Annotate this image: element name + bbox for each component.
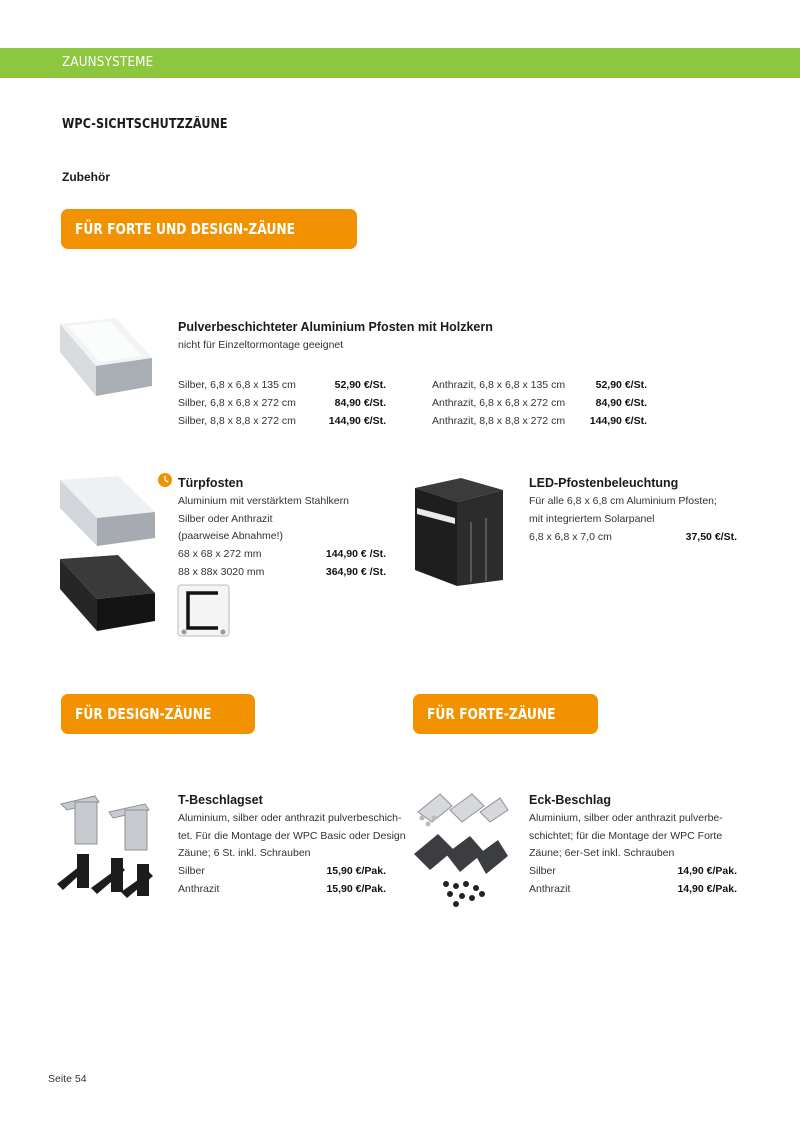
tbeschlag-row: Anthrazit	[178, 883, 220, 895]
tuerpfosten-price: 144,90 € /St.	[325, 548, 386, 560]
tbeschlag-desc: Aluminium, silber oder anthrazit pulverbeschich-	[178, 812, 402, 824]
pfosten-silber-row: Silber, 6,8 x 6,8 x 135 cm	[178, 379, 296, 391]
tuerpfosten-price: 364,90 € /St.	[325, 566, 386, 578]
pfosten-title: Pulverbeschichteter Aluminium Pfosten mit Holzkern	[178, 320, 493, 334]
pfosten-anthrazit-price: 144,90 €/St.	[589, 415, 647, 427]
eckbeschlag-desc: schichtet; für die Montage der WPC Forte	[529, 830, 723, 842]
led-title: LED-Pfostenbeleuchtung	[529, 476, 679, 490]
tuerpfosten-row: 88 x 88x 3020 mm	[178, 566, 265, 578]
page-title: WPC-SICHTSCHUTZZÄUNE	[62, 117, 228, 132]
led-desc: mit integriertem Solarpanel	[529, 513, 655, 525]
pfosten-anthrazit-row: Anthrazit, 8,8 x 8,8 x 272 cm	[432, 415, 566, 427]
tbeschlag-title: T-Beschlagset	[178, 793, 263, 807]
section-label: ZAUNSYSTEME	[62, 55, 154, 70]
tbeschlag-price: 15,90 €/Pak.	[326, 865, 386, 877]
eckbeschlag-desc: Zäune; 6er-Set inkl. Schrauben	[529, 847, 675, 859]
tbeschlag-price: 15,90 €/Pak.	[326, 883, 386, 895]
badge-forte-design: FÜR FORTE UND DESIGN-ZÄUNE	[61, 209, 357, 249]
pfosten-silber-price: 144,90 €/St.	[328, 415, 386, 427]
page-subtitle: Zubehör	[62, 170, 110, 184]
eckbeschlag-price: 14,90 €/Pak.	[677, 883, 737, 895]
tbeschlag-desc: Zäune; 6 St. inkl. Schrauben	[178, 847, 311, 859]
pfosten-silber-price: 52,90 €/St.	[334, 379, 386, 391]
pfosten-anthrazit-price: 52,90 €/St.	[595, 379, 647, 391]
tuerpfosten-title: Türpfosten	[178, 476, 244, 490]
led-row: 6,8 x 6,8 x 7,0 cm	[529, 531, 612, 543]
tuerpfosten-desc: Silber oder Anthrazit	[178, 513, 273, 525]
pfosten-silber-row: Silber, 8,8 x 8,8 x 272 cm	[178, 415, 296, 427]
pfosten-anthrazit-row: Anthrazit, 6,8 x 6,8 x 272 cm	[432, 397, 566, 409]
page-number: Seite 54	[48, 1073, 87, 1085]
tbeschlag-desc: tet. Für die Montage der WPC Basic oder Design	[178, 830, 406, 842]
tbeschlag-row: Silber	[178, 865, 205, 877]
eckbeschlag-price: 14,90 €/Pak.	[677, 865, 737, 877]
pfosten-note: nicht für Einzeltormontage geeignet	[178, 339, 344, 351]
led-price: 37,50 €/St.	[685, 531, 737, 543]
tuerpfosten-anthracite-image	[60, 555, 155, 633]
eckbeschlag-desc: Aluminium, silber oder anthrazit pulverbe-	[529, 812, 723, 824]
tuerpfosten-profile-image	[176, 583, 231, 638]
tuerpfosten-desc: (paarweise Abnahme!)	[178, 530, 284, 542]
pfosten-silber-price: 84,90 €/St.	[334, 397, 386, 409]
tuerpfosten-silver-image	[60, 476, 155, 548]
pfosten-anthrazit-row: Anthrazit, 6,8 x 6,8 x 135 cm	[432, 379, 566, 391]
tuerpfosten-row: 68 x 68 x 272 mm	[178, 548, 262, 560]
led-post-light-image	[415, 478, 503, 586]
section-header-bar	[0, 48, 800, 78]
pfosten-silber-row: Silber, 6,8 x 6,8 x 272 cm	[178, 397, 296, 409]
eckbeschlag-title: Eck-Beschlag	[529, 793, 611, 807]
tuerpfosten-desc: Aluminium mit verstärktem Stahlkern	[178, 495, 349, 507]
pfosten-anthrazit-price: 84,90 €/St.	[595, 397, 647, 409]
badge-forte: FÜR FORTE-ZÄUNE	[413, 694, 598, 734]
clock-icon	[158, 473, 172, 487]
eckbeschlag-row: Silber	[529, 865, 556, 877]
t-fitting-set-image	[55, 792, 155, 910]
eckbeschlag-row: Anthrazit	[529, 883, 571, 895]
led-desc: Für alle 6,8 x 6,8 cm Aluminium Pfosten;	[529, 495, 717, 507]
corner-fitting-set-image	[410, 788, 510, 912]
aluminium-post-image	[60, 318, 152, 398]
badge-design: FÜR DESIGN-ZÄUNE	[61, 694, 255, 734]
